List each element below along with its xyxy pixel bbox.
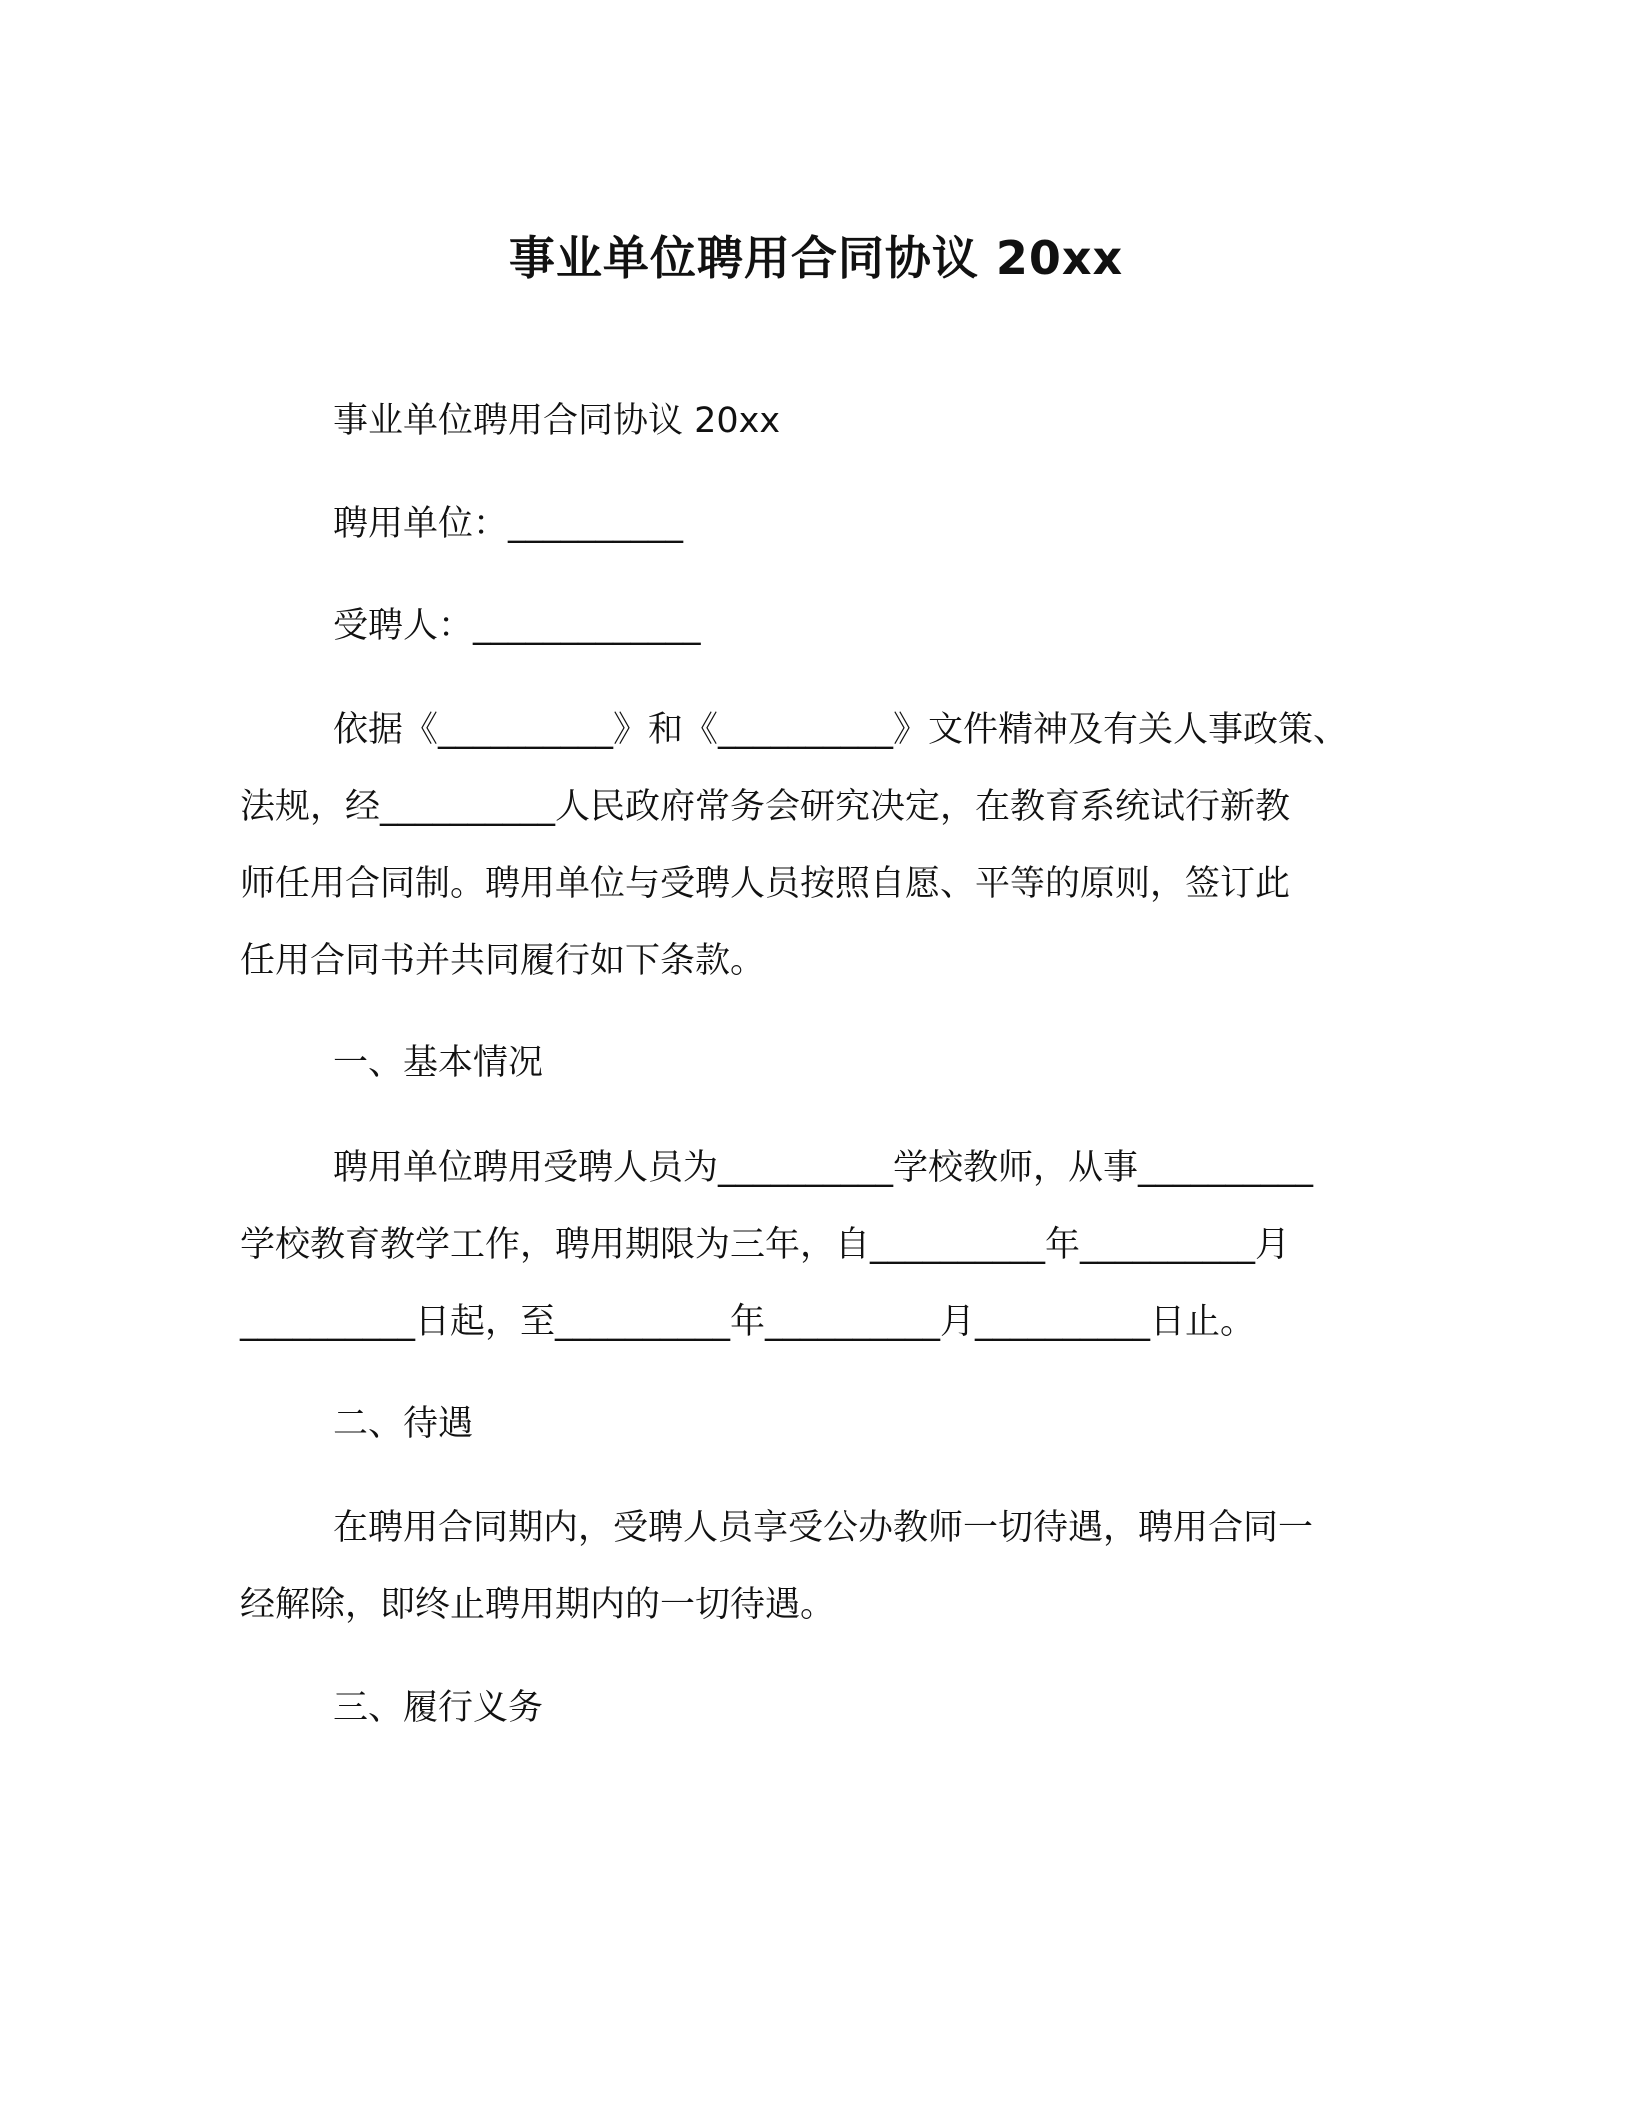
section-1-line: 聘用单位聘用受聘人员为__________学校教师，从事__________ bbox=[333, 1148, 1314, 1188]
intro-line: 师任用合同制。聘用单位与受聘人员按照自愿、平等的原则，签订此 bbox=[240, 864, 1291, 904]
section-2-line: 在聘用合同期内，受聘人员享受公办教师一切待遇，聘用合同一 bbox=[333, 1508, 1314, 1548]
section-2-line: 经解除，即终止聘用期内的一切待遇。 bbox=[240, 1585, 836, 1625]
intro-line: 依据《__________》和《__________》文件精神及有关人事政策、 bbox=[333, 710, 1349, 750]
section-1-paragraph bbox=[240, 1130, 1410, 1361]
section-3-heading: 三、履行义务 bbox=[333, 1688, 544, 1728]
section-1-line: __________日起，至__________年__________月__________日止。 bbox=[240, 1302, 1256, 1342]
section-1-heading: 一、基本情况 bbox=[333, 1043, 544, 1083]
subtitle: 事业单位聘用合同协议 20xx bbox=[333, 401, 781, 441]
employer-line: 聘用单位：__________ bbox=[333, 504, 684, 544]
intro-paragraph bbox=[240, 692, 1410, 1000]
intro-line: 任用合同书并共同履行如下条款。 bbox=[240, 941, 766, 981]
section-2-paragraph bbox=[240, 1490, 1410, 1644]
section-2-heading: 二、待遇 bbox=[333, 1404, 474, 1444]
section-1-line: 学校教育教学工作，聘用期限为三年，自__________年__________月 bbox=[240, 1225, 1291, 1265]
document-title: 事业单位聘用合同协议 20xx bbox=[508, 231, 1124, 285]
employee-line: 受聘人：_____________ bbox=[333, 606, 701, 646]
intro-line: 法规，经__________人民政府常务会研究决定，在教育系统试行新教 bbox=[240, 787, 1291, 827]
